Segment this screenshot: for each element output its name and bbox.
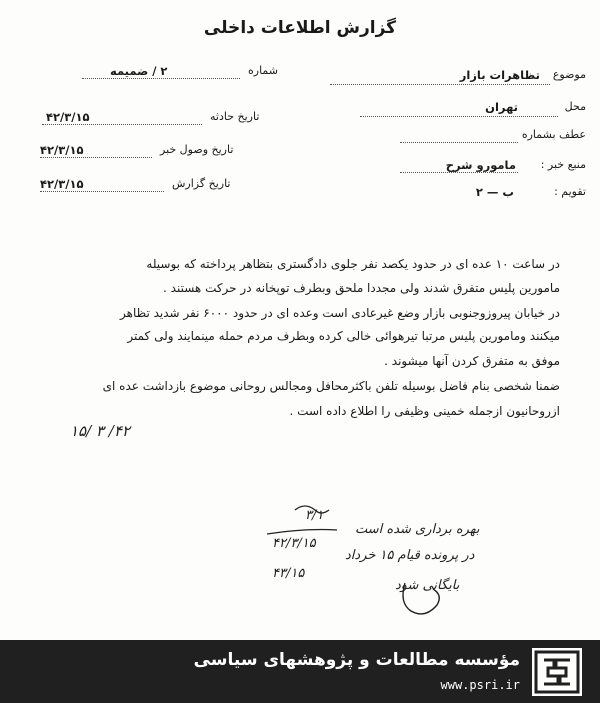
incident-date-dotline [42,124,202,125]
margin-date-handwritten: ۱۵/ ۳ /۴۲ [70,422,130,440]
reference-dotline [400,142,518,143]
receipt-date-dotline [40,157,152,158]
page-title: گزارش اطلاعات داخلی [203,18,397,38]
number-dotline [82,78,240,79]
evaluation-label: تقویم : [554,185,586,198]
place-label: محل [564,100,586,113]
sig-date-2: ۴۳/۱۵ [272,566,305,581]
source-value: مامورو شرح [445,158,516,172]
body-line-1: در ساعت ۱۰ عده ای در حدود یکصد نفر جلوی دادگستری بتظاهر پرداخته که بوسیله [146,257,560,271]
incident-date-label: تاریخ حادثه [210,110,260,123]
receipt-date-value: ۴۲/۳/۱۵ [40,143,84,157]
subject-label: موضوع [552,68,586,81]
body-line-7: ازروحانیون ازجمله خمینی وظیفی را اطلاع داده است . [289,404,560,418]
number-value: ۲ / ضمیمه [110,64,168,78]
report-date-dotline [40,191,164,192]
evaluation-value: ب — ۲ [475,185,514,199]
place-dotline [360,116,558,117]
institute-name: مؤسسه مطالعات و پژوهشهای سیاسی [193,650,520,670]
body-line-5: موفق به متفرق کردن آنها میشوند . [384,354,560,368]
place-value: تهران [485,100,518,114]
source-dotline [400,172,518,173]
body-line-4: میکنند ومامورین پلیس مرتبا تیرهوائی خالی کرده وبطرف مردم حمله مینمایند ولی کمتر [127,329,560,343]
subject-value: تظاهرات بازار [459,68,540,82]
institute-logo-icon [532,648,582,696]
number-label: شماره [248,64,279,77]
sig-date-1: ۴۲/۳/۱۵ [272,536,316,551]
note-line-3: بایگانی شود [395,578,460,593]
report-date-value: ۴۲/۳/۱۵ [40,177,84,191]
institute-footer [0,640,600,703]
note-line-2: در پرونده قیام ۱۵ خرداد [345,548,475,563]
signature-strokes [265,500,345,590]
body-line-2: مامورین پلیس متفرق شدند ولی مجددا ملحق وبطرف توپخانه در حرکت هستند . [163,281,560,295]
body-line-6: ضمنا شخصی بنام فاضل بوسیله تلفن باکثرمحافل ومجالس روحانی موضوع بازداشت عده ای [102,379,560,393]
institute-url[interactable]: www.psri.ir [440,678,520,692]
incident-date-value: ۴۲/۳/۱۵ [46,110,90,124]
signature-flourish [395,575,455,625]
reference-label: عطف بشماره [521,128,586,141]
note-line-1: بهره برداری شده است [355,522,480,537]
body-line-3: در خیابان پیروزوجنوبی بازار وضع غیرعادی است وعده ای در حدود ۶۰۰۰ نفر شدید تظاهر [120,306,560,320]
subject-dotline [330,84,550,85]
sig-top-handwritten: ۳/۱ [305,508,324,523]
report-date-label: تاریخ گزارش [172,177,231,190]
source-label: منبع خبر : [540,158,586,171]
receipt-date-label: تاریخ وصول خبر [160,143,234,156]
